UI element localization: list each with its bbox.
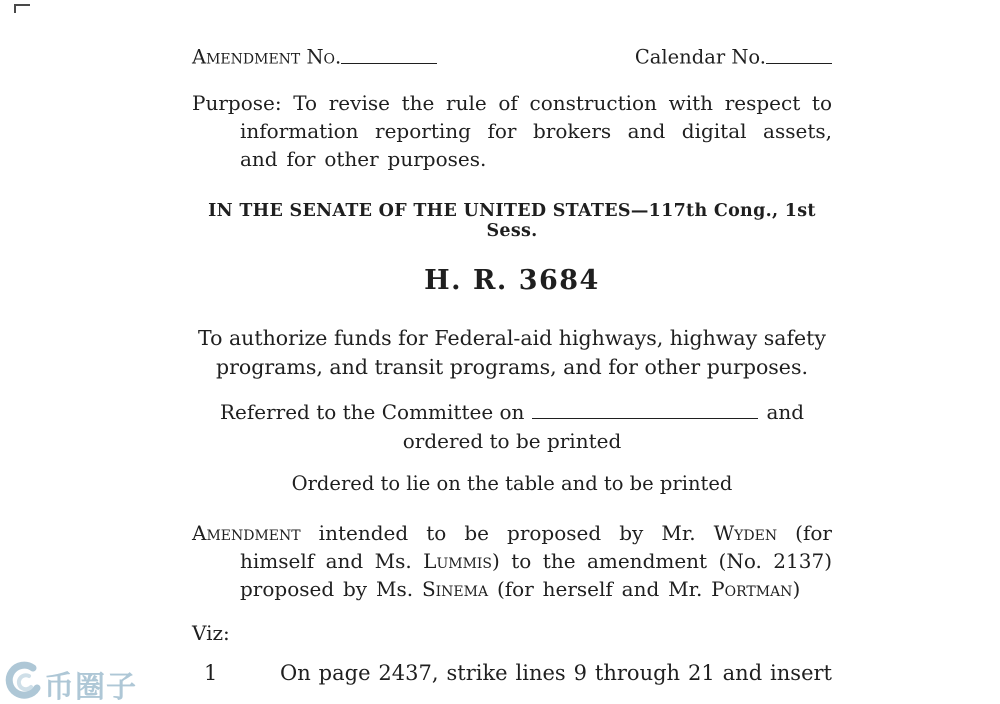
amendment-no-label: Amendment No. [192, 45, 342, 69]
purpose-paragraph: Purpose: To revise the rule of construction with respect to information reporting for brokers and digital assets, and for other purposes. [192, 90, 832, 171]
clause-segment: (for himself and Ms. [240, 520, 832, 573]
bill-title: To authorize funds for Federal-aid highways, highway safety programs, and transit programs, and for other purposes. [198, 325, 826, 379]
calendar-no-blank [766, 44, 832, 64]
amendment-document [192, 0, 832, 685]
amendment-clause [192, 519, 832, 603]
ordered-line: Ordered to lie on the table and to be printed [291, 471, 733, 495]
amendment-no-blank [341, 44, 437, 64]
referred-line [192, 398, 832, 456]
clause-segment: Amendment [192, 520, 301, 545]
clause-segment: intended to be proposed by Mr. [300, 520, 714, 545]
referred-prefix: Referred to the Committee on [219, 399, 525, 424]
line-number: 1 [204, 660, 218, 685]
amendment-no-field [192, 44, 437, 69]
referred-line2: ordered to be printed [402, 428, 622, 453]
line-text: On page 2437, strike lines 9 through 21 and insert [280, 660, 832, 685]
document-header [192, 44, 832, 69]
clause-segment-sinema: Sinema [421, 576, 489, 601]
viz-label: Viz: [192, 620, 230, 645]
committee-blank [532, 399, 758, 419]
watermark-logo-icon [2, 656, 42, 704]
clause-segment: ) to the amendment (No. 2137) proposed by Ms. [240, 548, 833, 601]
clause-segment-wyden: Wyden [713, 520, 778, 545]
calendar-no-field [635, 44, 832, 69]
scan-artifact [14, 4, 30, 13]
calendar-no-label: Calendar No. [634, 45, 766, 69]
referred-suffix: and [766, 399, 805, 424]
senate-session-line: IN THE SENATE OF THE UNITED STATES—117th Cong., 1st Sess. [208, 200, 816, 241]
clause-segment-lummis: Lummis [423, 548, 493, 573]
clause-segment: ) [792, 576, 801, 601]
clause-segment-portman: Portman [711, 576, 793, 601]
amendment-text-line [192, 661, 832, 685]
watermark-text: 币圈子 [44, 670, 137, 704]
bill-number: H. R. 3684 [424, 264, 600, 296]
watermark [2, 656, 137, 704]
clause-segment: (for herself and Mr. [488, 576, 712, 601]
